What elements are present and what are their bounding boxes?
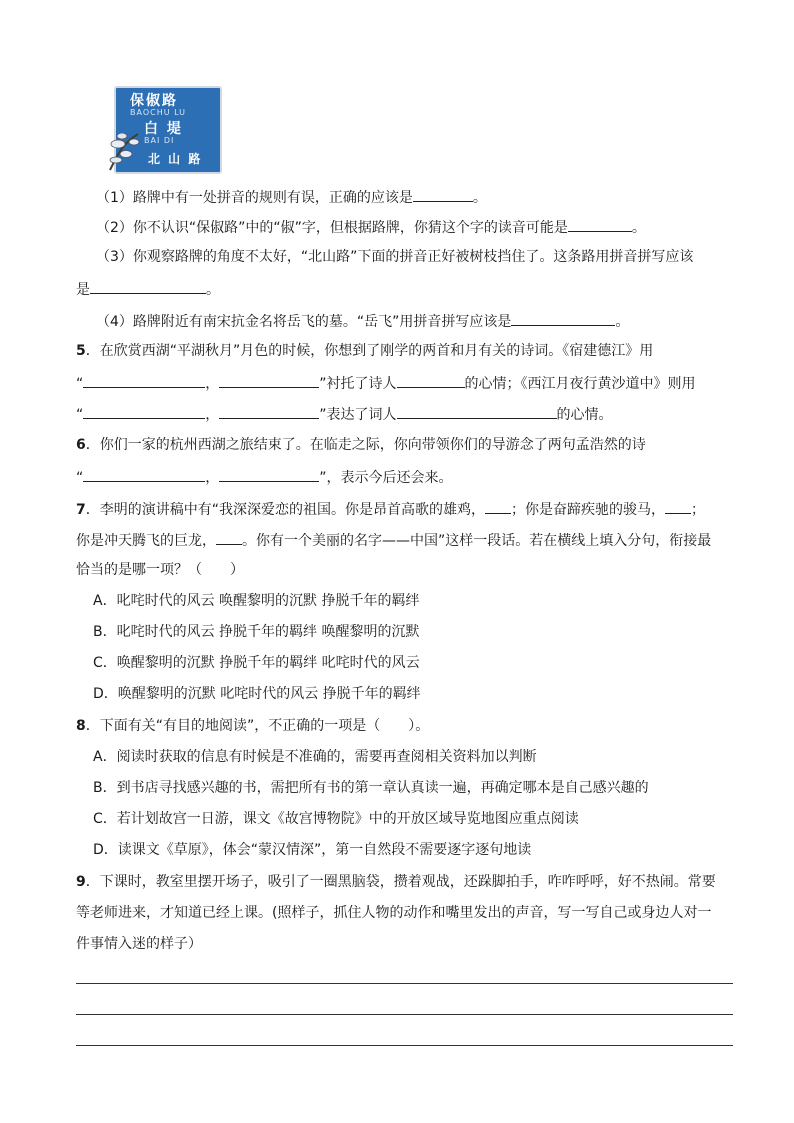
answer-blank[interactable] bbox=[397, 403, 557, 419]
answer-line[interactable] bbox=[76, 1014, 733, 1015]
q5-line2: “ ， ”衬托了诗人 的心情；《西江月夜行黄沙道中》则用 bbox=[76, 372, 696, 394]
q7-line3: 恰当的是哪一项？（ ） bbox=[76, 562, 244, 578]
q8-option-a[interactable]: A．阅读时获取的信息有时候是不准确的，需要再查阅相关资料加以判断 bbox=[93, 749, 537, 765]
answer-blank[interactable] bbox=[83, 403, 205, 419]
sign-line1: 保俶路 bbox=[130, 93, 178, 109]
tree-branch-icon bbox=[108, 114, 148, 172]
answer-blank[interactable] bbox=[485, 498, 511, 514]
q6-line2: “ ， ”，表示今后还会来。 bbox=[76, 466, 453, 488]
question-6: 6．你们一家的杭州西湖之旅结束了。在临走之际，你向带领你们的导游念了两句孟浩然的诗 bbox=[76, 437, 646, 453]
q5-line3: “ ， ”表达了词人 的心情。 bbox=[76, 403, 613, 425]
answer-blank[interactable] bbox=[216, 529, 242, 545]
q7-line2: 你是冲天腾飞的巨龙， 。你有一个美丽的名字——中国”这样一段话。若在横线上填入分句，衔接最 bbox=[76, 529, 711, 551]
q4-item3-cont: 是 。 bbox=[76, 278, 220, 300]
question-5: 5．在欣赏西湖“平湖秋月”月色的时候，你想到了刚学的两首和月有关的诗词。《宿建德江》用 bbox=[76, 343, 654, 359]
answer-blank[interactable] bbox=[413, 186, 473, 202]
answer-line[interactable] bbox=[76, 983, 733, 984]
answer-blank[interactable] bbox=[665, 498, 691, 514]
q7-option-d[interactable]: D．唤醒黎明的沉默 叱咤时代的风云 挣脱千年的羁绊 bbox=[93, 686, 421, 702]
q7-option-a[interactable]: A．叱咤时代的风云 唤醒黎明的沉默 挣脱千年的羁绊 bbox=[93, 593, 420, 609]
answer-blank[interactable] bbox=[568, 216, 632, 232]
q4-item2: （2）你不认识“保俶路”中的“俶”字，但根据路牌，你猜这个字的读音可能是 。 bbox=[96, 216, 646, 238]
answer-blank[interactable] bbox=[83, 372, 205, 388]
question-8: 8．下面有关“有目的地阅读”，不正确的一项是（ ）。 bbox=[76, 718, 430, 734]
answer-blank[interactable] bbox=[511, 310, 615, 326]
q4-item4: （4）路牌附近有南宋抗金名将岳飞的墓。“岳飞”用拼音拼写应该是 。 bbox=[96, 310, 629, 332]
q4-item1: （1）路牌中有一处拼音的规则有误，正确的应该是 。 bbox=[96, 186, 487, 208]
question-7: 7．李明的演讲稿中有“我深深爱恋的祖国。你是昂首高歌的雄鸡， ；你是奋蹄疾驰的骏马， ； bbox=[76, 498, 705, 520]
sign-line2: 白 堤 bbox=[144, 121, 183, 137]
answer-blank[interactable] bbox=[219, 466, 319, 482]
road-sign-image bbox=[108, 84, 220, 174]
question-9: 9．下课时，教室里摆开场子，吸引了一圈黑脑袋，攒着观战，还跺脚拍手，咋咋呼呼，好不热闹。常要 bbox=[76, 874, 716, 890]
q8-option-c[interactable]: C．若计划故宫一日游，课文《故宫博物院》中的开放区域导览地图应重点阅读 bbox=[93, 811, 579, 827]
q7-option-b[interactable]: B．叱咤时代的风云 挣脱千年的羁绊 唤醒黎明的沉默 bbox=[93, 624, 420, 640]
q7-option-c[interactable]: C．唤醒黎明的沉默 挣脱千年的羁绊 叱咤时代的风云 bbox=[93, 655, 420, 671]
q4-item3: （3）你观察路牌的角度不太好，“北山路”下面的拼音正好被树枝挡住了。这条路用拼音拼写应该 bbox=[96, 249, 694, 265]
q8-option-d[interactable]: D．读课文《草原》，体会“蒙汉情深”，第一自然段不需要逐字逐句地读 bbox=[93, 842, 532, 858]
answer-blank[interactable] bbox=[90, 278, 206, 294]
sign-line1-pinyin: BAOCHU LU bbox=[130, 108, 187, 117]
sign-line3: 北 山 路 bbox=[148, 152, 203, 166]
q9-line2: 等老师进来，才知道已经上课。(照样子，抓住人物的动作和嘴里发出的声音，写一写自己或身边人对一 bbox=[76, 905, 712, 921]
answer-blank[interactable] bbox=[219, 372, 319, 388]
q8-option-b[interactable]: B．到书店寻找感兴趣的书，需把所有书的第一章认真读一遍，再确定哪本是自己感兴趣的 bbox=[93, 780, 649, 796]
sign-line2-pinyin: BAI DI bbox=[144, 136, 175, 145]
q9-line3: 件事情入迷的样子） bbox=[76, 936, 202, 952]
answer-line[interactable] bbox=[76, 1045, 733, 1046]
answer-blank[interactable] bbox=[397, 372, 465, 388]
answer-blank[interactable] bbox=[83, 466, 205, 482]
answer-blank[interactable] bbox=[219, 403, 319, 419]
